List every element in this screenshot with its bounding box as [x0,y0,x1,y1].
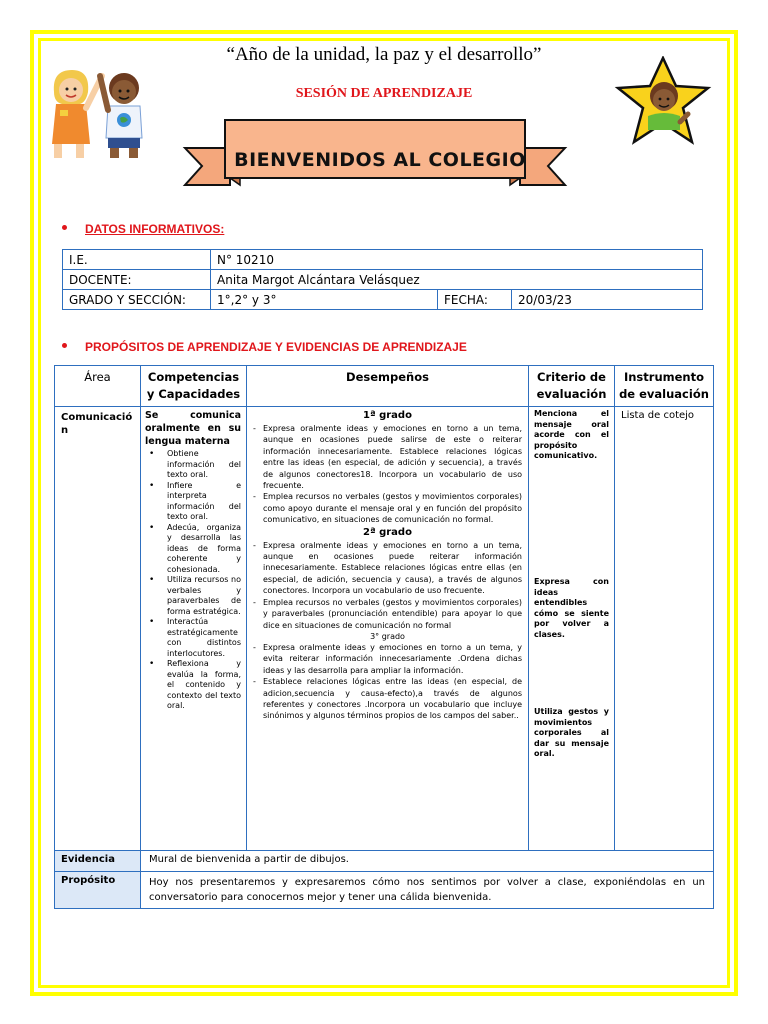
grado1-title: 1ª grado [363,410,412,421]
criterio-item: Expresa con ideas entendibles cómo se siente por volver a clases. [534,577,609,639]
list-item: - Emplea recursos no verbales (gestos y movimientos corporales) y paraverbales (pronunciación entendible) para apoyar lo que dice en situaciones de comunicación no formal [253,597,522,631]
list-item: - Expresa oralmente ideas y emociones en torno a un tema, aunque en ocasiones puede reiterar información innecesariamente. Establece relaciones lógicas entre ellas (en especial, de adición, secuencia y causa), a través de algunos conectores. Incorpora un vocabulario de uso frecuente. [253,540,522,597]
proposito-label: Propósito [55,872,141,909]
list-item: • Obtiene información del texto oral. [145,449,241,481]
star-boy-clipart-image [608,56,718,146]
content-row [55,407,714,851]
grado3-title: 3° grado [370,631,405,641]
datos-heading: DATOS INFORMATIVOS: [62,222,224,236]
proposito-value: Hoy nos presentaremos y expresaremos cómo nos sentimos por volver a clase, exponiéndolas en un conversatorio para conocernos mejor y tener una cálida bienvenida. [141,872,714,909]
fecha-label: FECHA: [438,290,512,310]
desempenos-cell [247,407,529,851]
criterio-item: Menciona el mensaje oral acorde con el propósito comunicativo. [534,409,609,460]
year-motto: “Año de la unidad, la paz y el desarrollo” [226,44,542,65]
ie-label: I.E. [63,250,211,270]
col-header-instrumento: Instrumento de evaluación [615,366,714,407]
list-item: • Infiere e interpreta información del texto oral. [145,481,241,523]
criterio-cell [529,407,615,851]
competencia-title: Se comunica oralmente en su lengua materna [145,410,241,447]
datos-table [62,249,703,310]
area-cell: Comunicación [55,407,141,851]
col-header-criterio: Criterio de evaluación [529,366,615,407]
col-header-area: Área [55,366,141,407]
propositos-table [54,365,714,909]
list-item: • Adecúa, organiza y desarrolla las ideas de forma coherente y cohesionada. [145,523,241,576]
grado-value: 1°,2° y 3° [211,290,438,310]
list-item: - Expresa oralmente ideas y emociones en torno a un tema, y evita reiterar información innecesariamente .Ordena dichas ideas y las desarrolla para ampliar la información. [253,642,522,676]
table-row [63,290,703,310]
table-row [63,270,703,290]
table-row [63,250,703,270]
header-row [55,366,714,407]
fecha-value: 20/03/23 [512,290,703,310]
list-item: • Interactúa estratégicamente con distintos interlocutores. [145,617,241,659]
evidencia-value: Mural de bienvenida a partir de dibujos. [141,851,714,872]
propositos-heading: PROPÓSITOS DE APRENDIZAJE Y EVIDENCIAS DE APRENDIZAJE [62,340,467,354]
banner-title: BIENVENIDOS AL COLEGIO [234,149,526,171]
criterio-item: Utiliza gestos y movimientos corporales al dar su mensaje oral. [534,707,609,758]
docente-label: DOCENTE: [63,270,211,290]
list-item: - Emplea recursos no verbales (gestos y movimientos corporales) como apoyo durante el mensaje oral y en función del propósito comunicativo, en situaciones de comunicación no formal. [253,491,522,525]
list-item: - Expresa oralmente ideas y emociones en torno a un tema, aunque en ocasiones puede salirse de este o reiterar información innecesariamente. Establece relaciones lógicas entre las ideas (en especial, de adición y secuencia), a través de algunos conectores18. Incorpora un vocabulario de uso frecuente. [253,423,522,491]
instrumento-cell: Lista de cotejo [615,407,714,851]
bullet-icon [62,225,67,230]
proposito-row [55,872,714,909]
list-item: • Utiliza recursos no verbales y paraverbales de forma estratégica. [145,575,241,617]
ie-value: N° 10210 [211,250,703,270]
grado-label: GRADO Y SECCIÓN: [63,290,211,310]
session-title: SESIÓN DE APRENDIZAJE [295,86,473,101]
list-item: • Reflexiona y evalúa la forma, el contenido y contexto del texto oral. [145,659,241,712]
bullet-icon [62,343,67,348]
evidencia-label: Evidencia [55,851,141,872]
col-header-competencias: Competencias y Capacidades [141,366,247,407]
children-clipart-image [42,62,162,162]
docente-value: Anita Margot Alcántara Velásquez [211,270,703,290]
evidencia-row [55,851,714,872]
grado2-title: 2ª grado [363,526,412,538]
capacidades-list [145,449,241,712]
col-header-desempenos: Desempeños [247,366,529,407]
list-item: - Establece relaciones lógicas entre las ideas (en especial, de adicion,secuencia y causa-efecto),a través de algunos referentes y conectores .Incorpora un vocabulario que incluye sinónimos y algunos términos propios de los campos del saber.. [253,676,522,722]
competencias-cell [141,407,247,851]
